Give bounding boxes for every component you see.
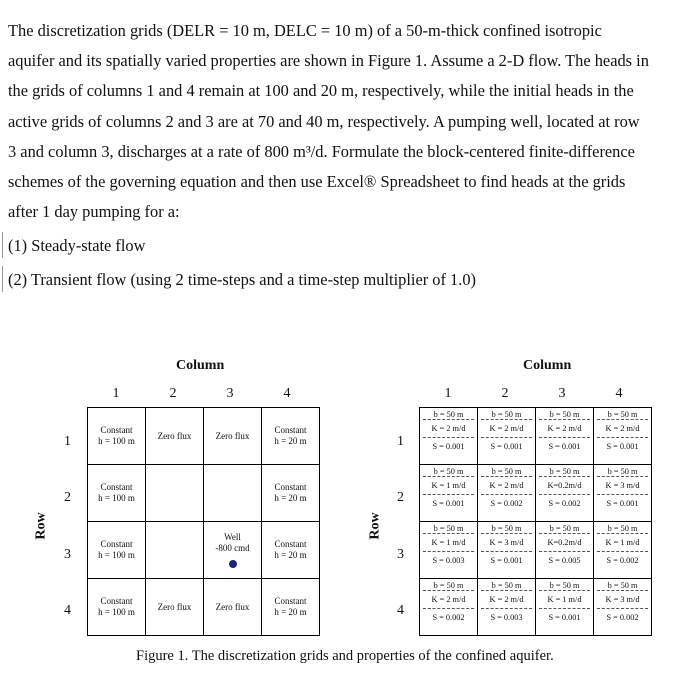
grid-row: [420, 408, 652, 465]
grid-cell: [262, 408, 320, 465]
conductivity-value: K = 3 m/d: [481, 533, 532, 552]
aquifer-property-grid: [419, 407, 652, 636]
right-row-number: 4: [397, 603, 404, 618]
grid-row: [88, 465, 320, 522]
conductivity-value: K = 2 m/d: [423, 419, 474, 438]
problem-line: schemes of the governing equation and then use Excel® Spreadsheet to find heads at the grids: [8, 172, 626, 192]
cell-text: h = 20 m: [274, 493, 307, 503]
conductivity-value: K = 3 m/d: [597, 590, 648, 609]
grid-cell: [146, 465, 204, 522]
storativity-value: S = 0.001: [490, 556, 523, 565]
property-cell: [478, 408, 536, 465]
left-row-number: 2: [64, 490, 71, 505]
problem-line: active grids of columns 2 and 3 are at 70 and 40 m, respectively. A pumping well, located at row: [8, 111, 640, 131]
left-col-number: 4: [283, 386, 291, 401]
cell-text: h = 20 m: [274, 607, 307, 617]
property-cell: [536, 522, 594, 579]
left-col-number: 1: [112, 386, 120, 401]
grid-row: [420, 579, 652, 636]
right-col-number: 1: [444, 386, 452, 401]
conductivity-value: K = 2 m/d: [423, 590, 474, 609]
problem-line: The discretization grids (DELR = 10 m, DELC = 10 m) of a 50-m-thick confined isotropic: [8, 21, 602, 40]
grid-cell: [88, 465, 146, 522]
grid-cell: [204, 579, 262, 636]
property-cell: [478, 465, 536, 522]
left-column-title: Column: [176, 358, 225, 373]
storativity-value: S = 0.002: [548, 499, 581, 508]
conductivity-value: K = 2 m/d: [481, 419, 532, 438]
property-cell: [536, 408, 594, 465]
storativity-value: S = 0.005: [548, 556, 581, 565]
property-cell: [478, 579, 536, 636]
right-row-number: 2: [397, 490, 404, 505]
grid-cell: [262, 465, 320, 522]
property-cell: [536, 465, 594, 522]
pumping-well-icon: [229, 560, 237, 568]
grid-cell: [204, 522, 262, 579]
storativity-value: S = 0.001: [606, 442, 639, 451]
cell-text: h = 20 m: [274, 436, 307, 446]
grid-cell: [262, 522, 320, 579]
thickness-value: b = 50 m: [549, 581, 580, 590]
conductivity-value: K = 3 m/d: [597, 476, 648, 495]
storativity-value: S = 0.001: [432, 442, 465, 451]
figure-caption: Figure 1. The discretization grids and properties of the confined aquifer.: [136, 648, 554, 664]
property-cell: [420, 408, 478, 465]
property-cell: [420, 465, 478, 522]
right-row-number: 3: [397, 547, 404, 562]
storativity-value: S = 0.001: [548, 442, 581, 451]
cell-text: h = 100 m: [98, 607, 135, 617]
left-col-number: 2: [169, 386, 177, 401]
grid-cell: [204, 465, 262, 522]
cell-text: Well: [224, 532, 241, 542]
conductivity-value: K = 1 m/d: [597, 533, 648, 552]
cell-text: Constant: [274, 596, 307, 606]
grid-cell: [204, 408, 262, 465]
thickness-value: b = 50 m: [607, 467, 638, 476]
grid-cell: [88, 408, 146, 465]
grid-cell: [146, 408, 204, 465]
cell-text: Zero flux: [157, 430, 192, 441]
conductivity-value: K = 1 m/d: [423, 476, 474, 495]
conductivity-value: K = 1 m/d: [539, 590, 590, 609]
thickness-value: b = 50 m: [549, 410, 580, 419]
storativity-value: S = 0.001: [548, 613, 581, 622]
grid-cell: [88, 522, 146, 579]
thickness-value: b = 50 m: [607, 524, 638, 533]
conductivity-value: K = 2 m/d: [481, 476, 532, 495]
thickness-value: b = 50 m: [433, 581, 464, 590]
storativity-value: S = 0.001: [490, 442, 523, 451]
grid-row: [88, 408, 320, 465]
problem-line: 3 and column 3, discharges at a rate of 800 m³/d. Formulate the block-centered finite-difference: [8, 141, 635, 161]
cell-text: Constant: [100, 482, 133, 492]
property-cell: [536, 579, 594, 636]
thickness-value: b = 50 m: [433, 467, 464, 476]
property-cell: [420, 579, 478, 636]
left-row-number: 4: [64, 603, 71, 618]
thickness-value: b = 50 m: [433, 524, 464, 533]
cell-text: Constant: [274, 482, 307, 492]
conductivity-value: K = 2 m/d: [597, 419, 648, 438]
cell-text: Constant: [100, 596, 133, 606]
left-row-number: 1: [64, 434, 71, 449]
storativity-value: S = 0.001: [606, 499, 639, 508]
storativity-value: S = 0.003: [490, 613, 523, 622]
storativity-value: S = 0.002: [606, 556, 639, 565]
conductivity-value: K = 2 m/d: [539, 419, 590, 438]
thickness-value: b = 50 m: [607, 581, 638, 590]
thickness-value: b = 50 m: [549, 524, 580, 533]
right-row-title: Row: [367, 512, 383, 540]
problem-line: aquifer and its spatially varied properties are shown in Figure 1. Assume a 2-D flow. The heads in: [8, 51, 649, 71]
property-cell: [420, 522, 478, 579]
cell-text: Constant: [274, 425, 307, 435]
storativity-value: S = 0.003: [432, 556, 465, 565]
thickness-value: b = 50 m: [491, 581, 522, 590]
grid-cell: [262, 579, 320, 636]
left-row-number: 3: [64, 547, 71, 562]
conductivity-value: K=0.2m/d: [539, 533, 590, 552]
cell-text: h = 100 m: [98, 550, 135, 560]
thickness-value: b = 50 m: [607, 410, 638, 419]
right-row-number: 1: [397, 434, 404, 449]
right-column-title: Column: [523, 358, 572, 373]
boundary-condition-grid: [87, 407, 320, 636]
problem-line: after 1 day pumping for a:: [8, 202, 180, 222]
storativity-value: S = 0.002: [606, 613, 639, 622]
cell-text: Zero flux: [215, 430, 250, 441]
conductivity-value: K = 2 m/d: [481, 590, 532, 609]
task-item-text: (2) Transient flow (using 2 time-steps and a time-step multiplier of 1.0): [8, 270, 476, 289]
cell-text: Zero flux: [157, 601, 192, 612]
cell-text: Constant: [274, 539, 307, 549]
property-cell: [594, 465, 652, 522]
property-cell: [594, 408, 652, 465]
thickness-value: b = 50 m: [491, 524, 522, 533]
left-col-number: 3: [226, 386, 234, 401]
problem-line: the grids of columns 1 and 4 remain at 100 and 20 m, respectively, while the initial heads in the: [8, 81, 634, 101]
thickness-value: b = 50 m: [433, 410, 464, 419]
thickness-value: b = 50 m: [491, 410, 522, 419]
right-col-number: 4: [615, 386, 623, 401]
task-item-transient: [8, 270, 476, 290]
grid-cell: [88, 579, 146, 636]
thickness-value: b = 50 m: [491, 467, 522, 476]
grid-cell: [146, 579, 204, 636]
cell-text: Zero flux: [215, 601, 250, 612]
property-cell: [594, 522, 652, 579]
grid-row: [420, 465, 652, 522]
task-item-text: (1) Steady-state flow: [8, 236, 146, 255]
thickness-value: b = 50 m: [549, 467, 580, 476]
right-col-number: 2: [501, 386, 509, 401]
cell-text: -800 cmd: [215, 543, 250, 553]
property-cell: [594, 579, 652, 636]
cell-text: h = 100 m: [98, 436, 135, 446]
conductivity-value: K=0.2m/d: [539, 476, 590, 495]
grid-row: [88, 522, 320, 579]
storativity-value: S = 0.002: [432, 613, 465, 622]
right-col-number: 3: [558, 386, 566, 401]
grid-row: [420, 522, 652, 579]
cell-text: Constant: [100, 425, 133, 435]
storativity-value: S = 0.001: [432, 499, 465, 508]
cell-text: h = 100 m: [98, 493, 135, 503]
problem-statement: [8, 16, 694, 227]
left-row-title: Row: [33, 512, 49, 540]
task-item-steady: [8, 236, 145, 256]
grid-cell: [146, 522, 204, 579]
cell-text: h = 20 m: [274, 550, 307, 560]
property-cell: [478, 522, 536, 579]
cell-text: Constant: [100, 539, 133, 549]
grid-row: [88, 579, 320, 636]
conductivity-value: K = 1 m/d: [423, 533, 474, 552]
storativity-value: S = 0.002: [490, 499, 523, 508]
